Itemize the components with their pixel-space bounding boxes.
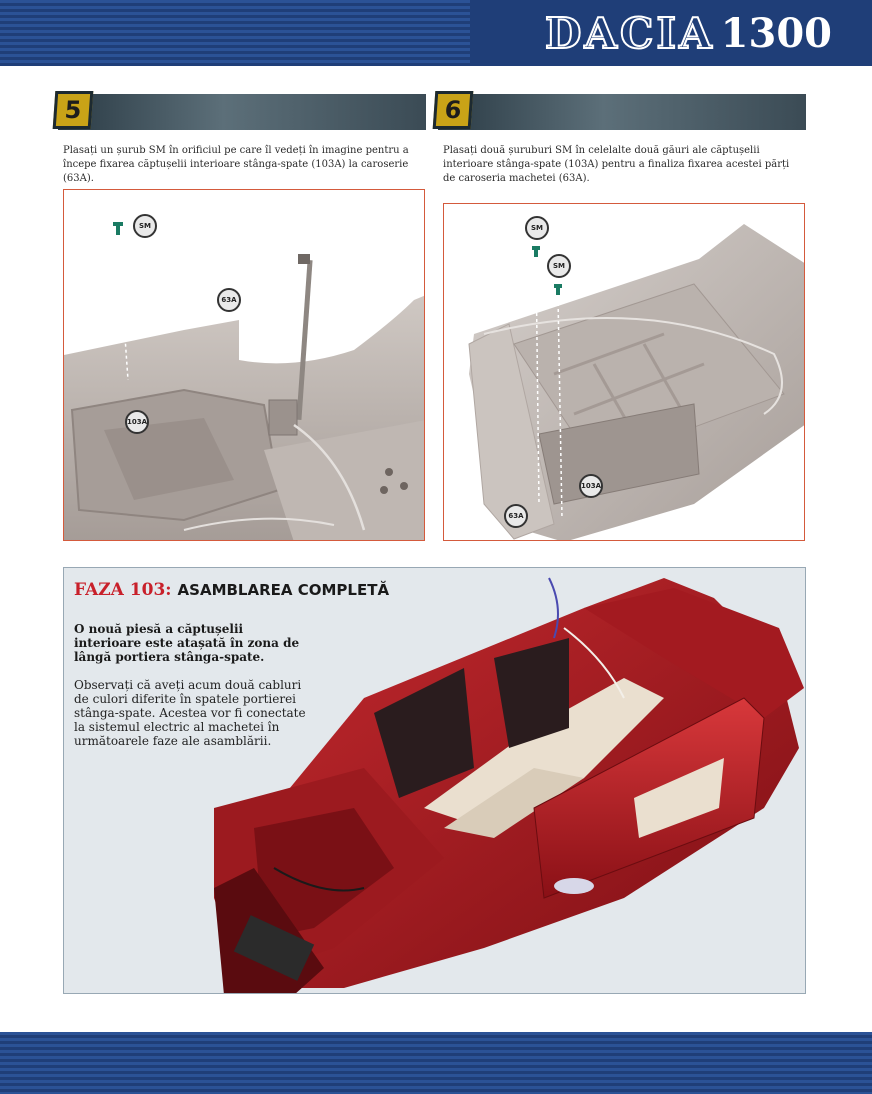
step-6-number: 6	[433, 91, 474, 129]
page-footer	[0, 1032, 872, 1094]
phase-lead: O nouă piesă a căptușelii interioare este atașată în zona de lângă portiera stânga-spate.	[74, 622, 300, 664]
step-6-bar	[438, 94, 806, 130]
step-5-number: 5	[53, 91, 94, 129]
step-5-illustration	[64, 190, 425, 541]
label-sm-1: SM	[525, 216, 549, 240]
phase-body: Observați că aveți acum două cabluri de culori diferite în spatele portierei stânga-spate. Acestea vor fi conectate la sistemul electric al machetei în următoarele faze ale asamblării.	[74, 678, 306, 748]
phase-panel	[63, 567, 806, 994]
phase-number: FAZA 103:	[74, 580, 172, 600]
step-6-text: Plasați două șuruburi SM în celelalte două găuri ale căptușelii interioare stânga-spate (103A) pentru a finaliza fixarea acestei părți de caroseria machetei (63A).	[443, 145, 790, 184]
step-6-illustration	[444, 204, 805, 541]
brand-logo	[545, 10, 832, 58]
label-103a: 103A	[579, 474, 603, 498]
label-63a: 63A	[504, 504, 528, 528]
step-5-text: Plasați un șurub SM în orificiul pe care îl vedeți în imagine pentru a începe fixarea căptușelii interioare stânga-spate (103A) la caroserie (63A).	[63, 145, 409, 184]
label-63a: 63A	[217, 288, 241, 312]
header-stripes	[0, 0, 470, 66]
label-sm: SM	[133, 214, 157, 238]
label-sm-2: SM	[547, 254, 571, 278]
step-5-bar	[58, 94, 426, 130]
label-103a: 103A	[125, 410, 149, 434]
step-5-photo	[63, 189, 425, 541]
step-6-photo	[443, 203, 805, 541]
phase-title	[74, 580, 389, 600]
page-header	[0, 0, 872, 66]
brand-number: 1300	[720, 10, 832, 57]
phase-heading: ASAMBLAREA COMPLETĂ	[177, 581, 390, 599]
brand-word: DACIA	[545, 9, 715, 58]
